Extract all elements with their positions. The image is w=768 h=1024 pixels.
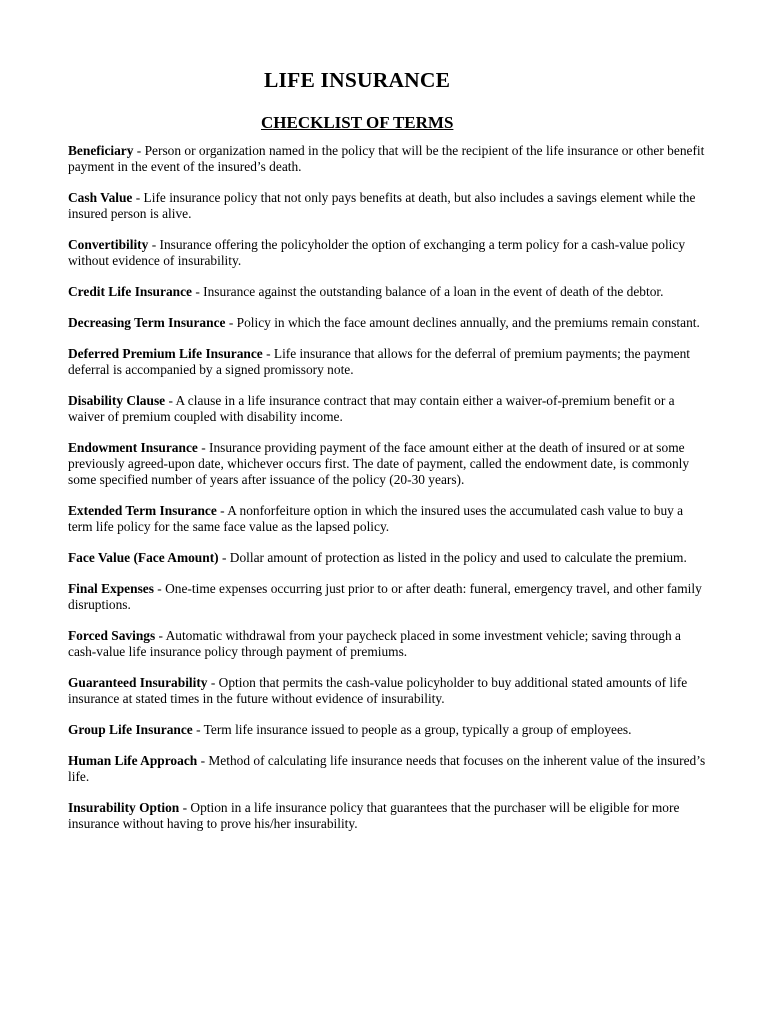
term-entry: [68, 143, 708, 175]
term-definition: - Automatic withdrawal from your paycheck placed in some investment vehicle; saving through a cash-value life insurance policy through payment of premiums.: [68, 628, 681, 659]
term-list: [68, 143, 708, 832]
term-name: Face Value (Face Amount): [68, 550, 219, 565]
term-entry: [68, 753, 708, 785]
term-entry: [68, 581, 708, 613]
term-name: Endowment Insurance: [68, 440, 198, 455]
term-definition: - Option that permits the cash-value policyholder to buy additional stated amounts of life insurance at stated times in the future without evidence of insurability.: [68, 675, 688, 706]
term-definition: - Insurance providing payment of the face amount either at the death of insured or at some previously agreed-upon date, whichever occurs first. The date of payment, called the endowment date, is commonly some specified number of years after issuance of the policy (20-30 years).: [68, 440, 690, 487]
term-name: Cash Value: [68, 190, 133, 205]
term-name: Guaranteed Insurability: [68, 675, 208, 690]
term-definition: - Life insurance policy that not only pays benefits at death, but also includes a savings element while the insured person is alive.: [68, 190, 696, 221]
term-name: Human Life Approach: [68, 753, 198, 768]
term-name: Disability Clause: [68, 393, 166, 408]
term-name: Credit Life Insurance: [68, 284, 192, 299]
term-entry: [68, 722, 708, 738]
term-definition: - Person or organization named in the policy that will be the recipient of the life insurance or other benefit payment in the event of the insured’s death.: [68, 143, 705, 174]
term-definition: - One-time expenses occurring just prior to or after death: funeral, emergency travel, and other family disruptions.: [68, 581, 702, 612]
term-entry: [68, 393, 708, 425]
term-entry: [68, 237, 708, 269]
term-entry: [68, 315, 708, 331]
term-definition: - Dollar amount of protection as listed in the policy and used to calculate the premium.: [218, 550, 687, 565]
term-entry: [68, 628, 708, 660]
term-definition: - A nonforfeiture option in which the insured uses the accumulated cash value to buy a term life policy for the same face value as the lapsed policy.: [68, 503, 684, 534]
term-entry: [68, 550, 708, 566]
term-name: Convertibility: [68, 237, 149, 252]
term-definition: - Option in a life insurance policy that guarantees that the purchaser will be eligible for more insurance without having to prove his/her insurability.: [68, 800, 680, 831]
term-name: Beneficiary: [68, 143, 134, 158]
term-definition: - Insurance offering the policyholder the option of exchanging a term policy for a cash-value policy without evidence of insurability.: [68, 237, 686, 268]
document-subtitle: CHECKLIST OF TERMS: [261, 113, 454, 132]
term-name: Final Expenses: [68, 581, 154, 596]
term-name: Extended Term Insurance: [68, 503, 217, 518]
term-name: Forced Savings: [68, 628, 156, 643]
term-entry: [68, 503, 708, 535]
term-entry: [68, 675, 708, 707]
term-entry: [68, 190, 708, 222]
term-entry: [68, 346, 708, 378]
document-page: [68, 66, 708, 847]
term-name: Group Life Insurance: [68, 722, 193, 737]
term-definition: - Method of calculating life insurance needs that focuses on the inherent value of the insured’s life.: [68, 753, 706, 784]
term-entry: [68, 800, 708, 832]
term-entry: [68, 440, 708, 488]
term-name: Insurability Option: [68, 800, 180, 815]
term-definition: - Term life insurance issued to people as a group, typically a group of employees.: [192, 722, 632, 737]
term-definition: - A clause in a life insurance contract that may contain either a waiver-of-premium benefit or a waiver of premium coupled with disability income.: [68, 393, 675, 424]
term-entry: [68, 284, 708, 300]
term-name: Decreasing Term Insurance: [68, 315, 226, 330]
term-definition: - Life insurance that allows for the deferral of premium payments; the payment deferral is accompanied by a signed promissory note.: [68, 346, 690, 377]
term-definition: - Insurance against the outstanding balance of a loan in the event of death of the debtor.: [191, 284, 664, 299]
term-definition: - Policy in which the face amount declines annually, and the premiums remain constant.: [225, 315, 700, 330]
document-title: LIFE INSURANCE: [264, 68, 451, 92]
term-name: Deferred Premium Life Insurance: [68, 346, 263, 361]
